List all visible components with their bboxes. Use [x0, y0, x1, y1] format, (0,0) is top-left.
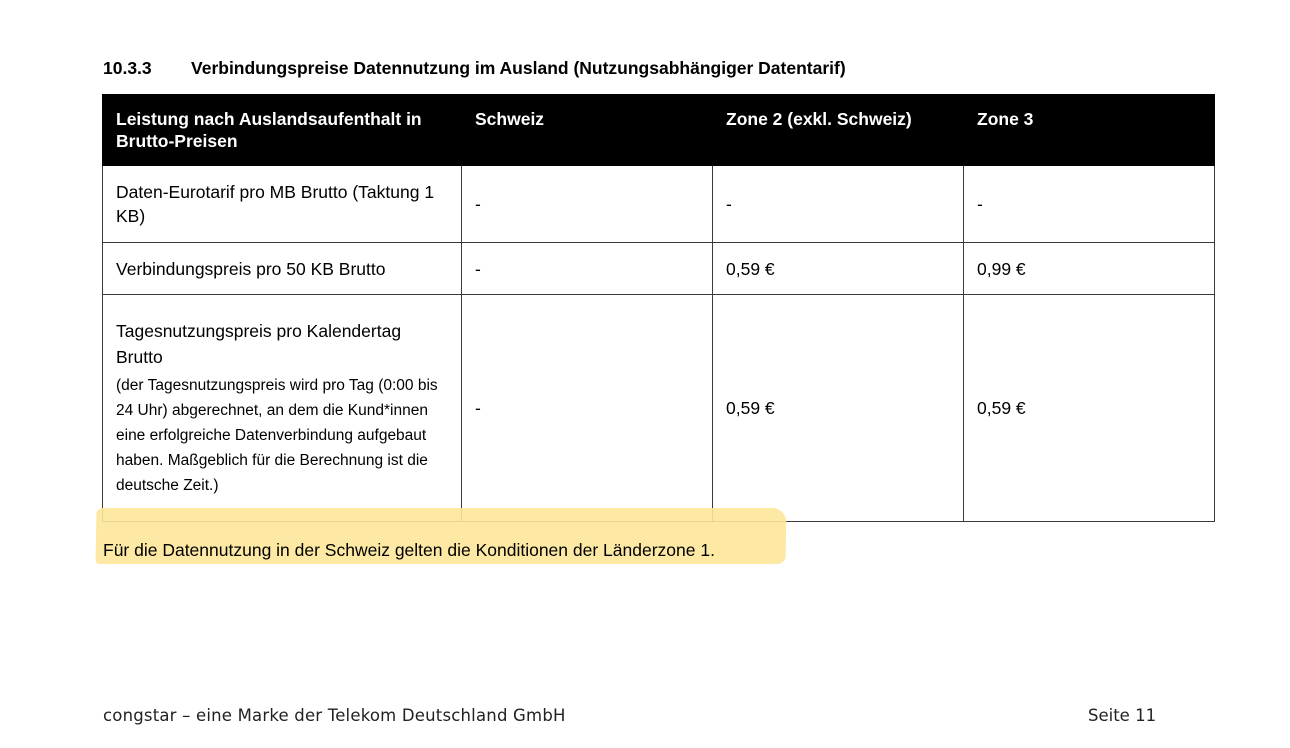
cell-zone3: 0,99 € — [964, 243, 1215, 295]
pricing-table — [102, 94, 1215, 522]
cell-schweiz: - — [462, 166, 713, 243]
row-label — [103, 243, 462, 295]
cell-schweiz: - — [462, 243, 713, 295]
table-row — [103, 243, 1215, 295]
table-row — [103, 295, 1215, 522]
row-label-note: (der Tagesnutzungspreis wird pro Tag (0:00 bis 24 Uhr) abgerechnet, an dem die Kund*innen eine erfolgreiche Datenverbindung aufgebaut haben. Maßgeblich für die Berechnung ist die deutsche Zeit.) — [116, 377, 438, 494]
header-schweiz: Schweiz — [462, 95, 713, 166]
cell-zone2: 0,59 € — [713, 295, 964, 522]
header-service: Leistung nach Auslandsaufenthalt in Brutto-Preisen — [103, 95, 462, 166]
section-heading — [103, 58, 846, 79]
header-zone2: Zone 2 (exkl. Schweiz) — [713, 95, 964, 166]
row-label-text: Verbindungspreis pro 50 KB Brutto — [116, 258, 386, 279]
row-label — [103, 295, 462, 522]
cell-zone3: - — [964, 166, 1215, 243]
row-label-text: Daten-Eurotarif pro MB Brutto (Taktung 1 KB) — [116, 182, 435, 226]
cell-zone2: 0,59 € — [713, 243, 964, 295]
row-label — [103, 166, 462, 243]
page-number: Seite 11 — [1088, 706, 1157, 725]
section-number: 10.3.3 — [103, 58, 152, 78]
row-label-text: Tagesnutzungspreis pro Kalendertag Brutto — [116, 321, 402, 367]
cell-zone3: 0,59 € — [964, 295, 1215, 522]
header-zone3: Zone 3 — [964, 95, 1215, 166]
footnote: Für die Datennutzung in der Schweiz gelten die Konditionen der Länderzone 1. — [103, 540, 715, 560]
table-row — [103, 166, 1215, 243]
footer-brand: congstar – eine Marke der Telekom Deutschland GmbH — [103, 706, 566, 725]
section-title: Verbindungspreise Datennutzung im Ausland (Nutzungsabhängiger Datentarif) — [191, 58, 846, 78]
cell-schweiz: - — [462, 295, 713, 522]
table-header-row — [103, 95, 1215, 166]
cell-zone2: - — [713, 166, 964, 243]
